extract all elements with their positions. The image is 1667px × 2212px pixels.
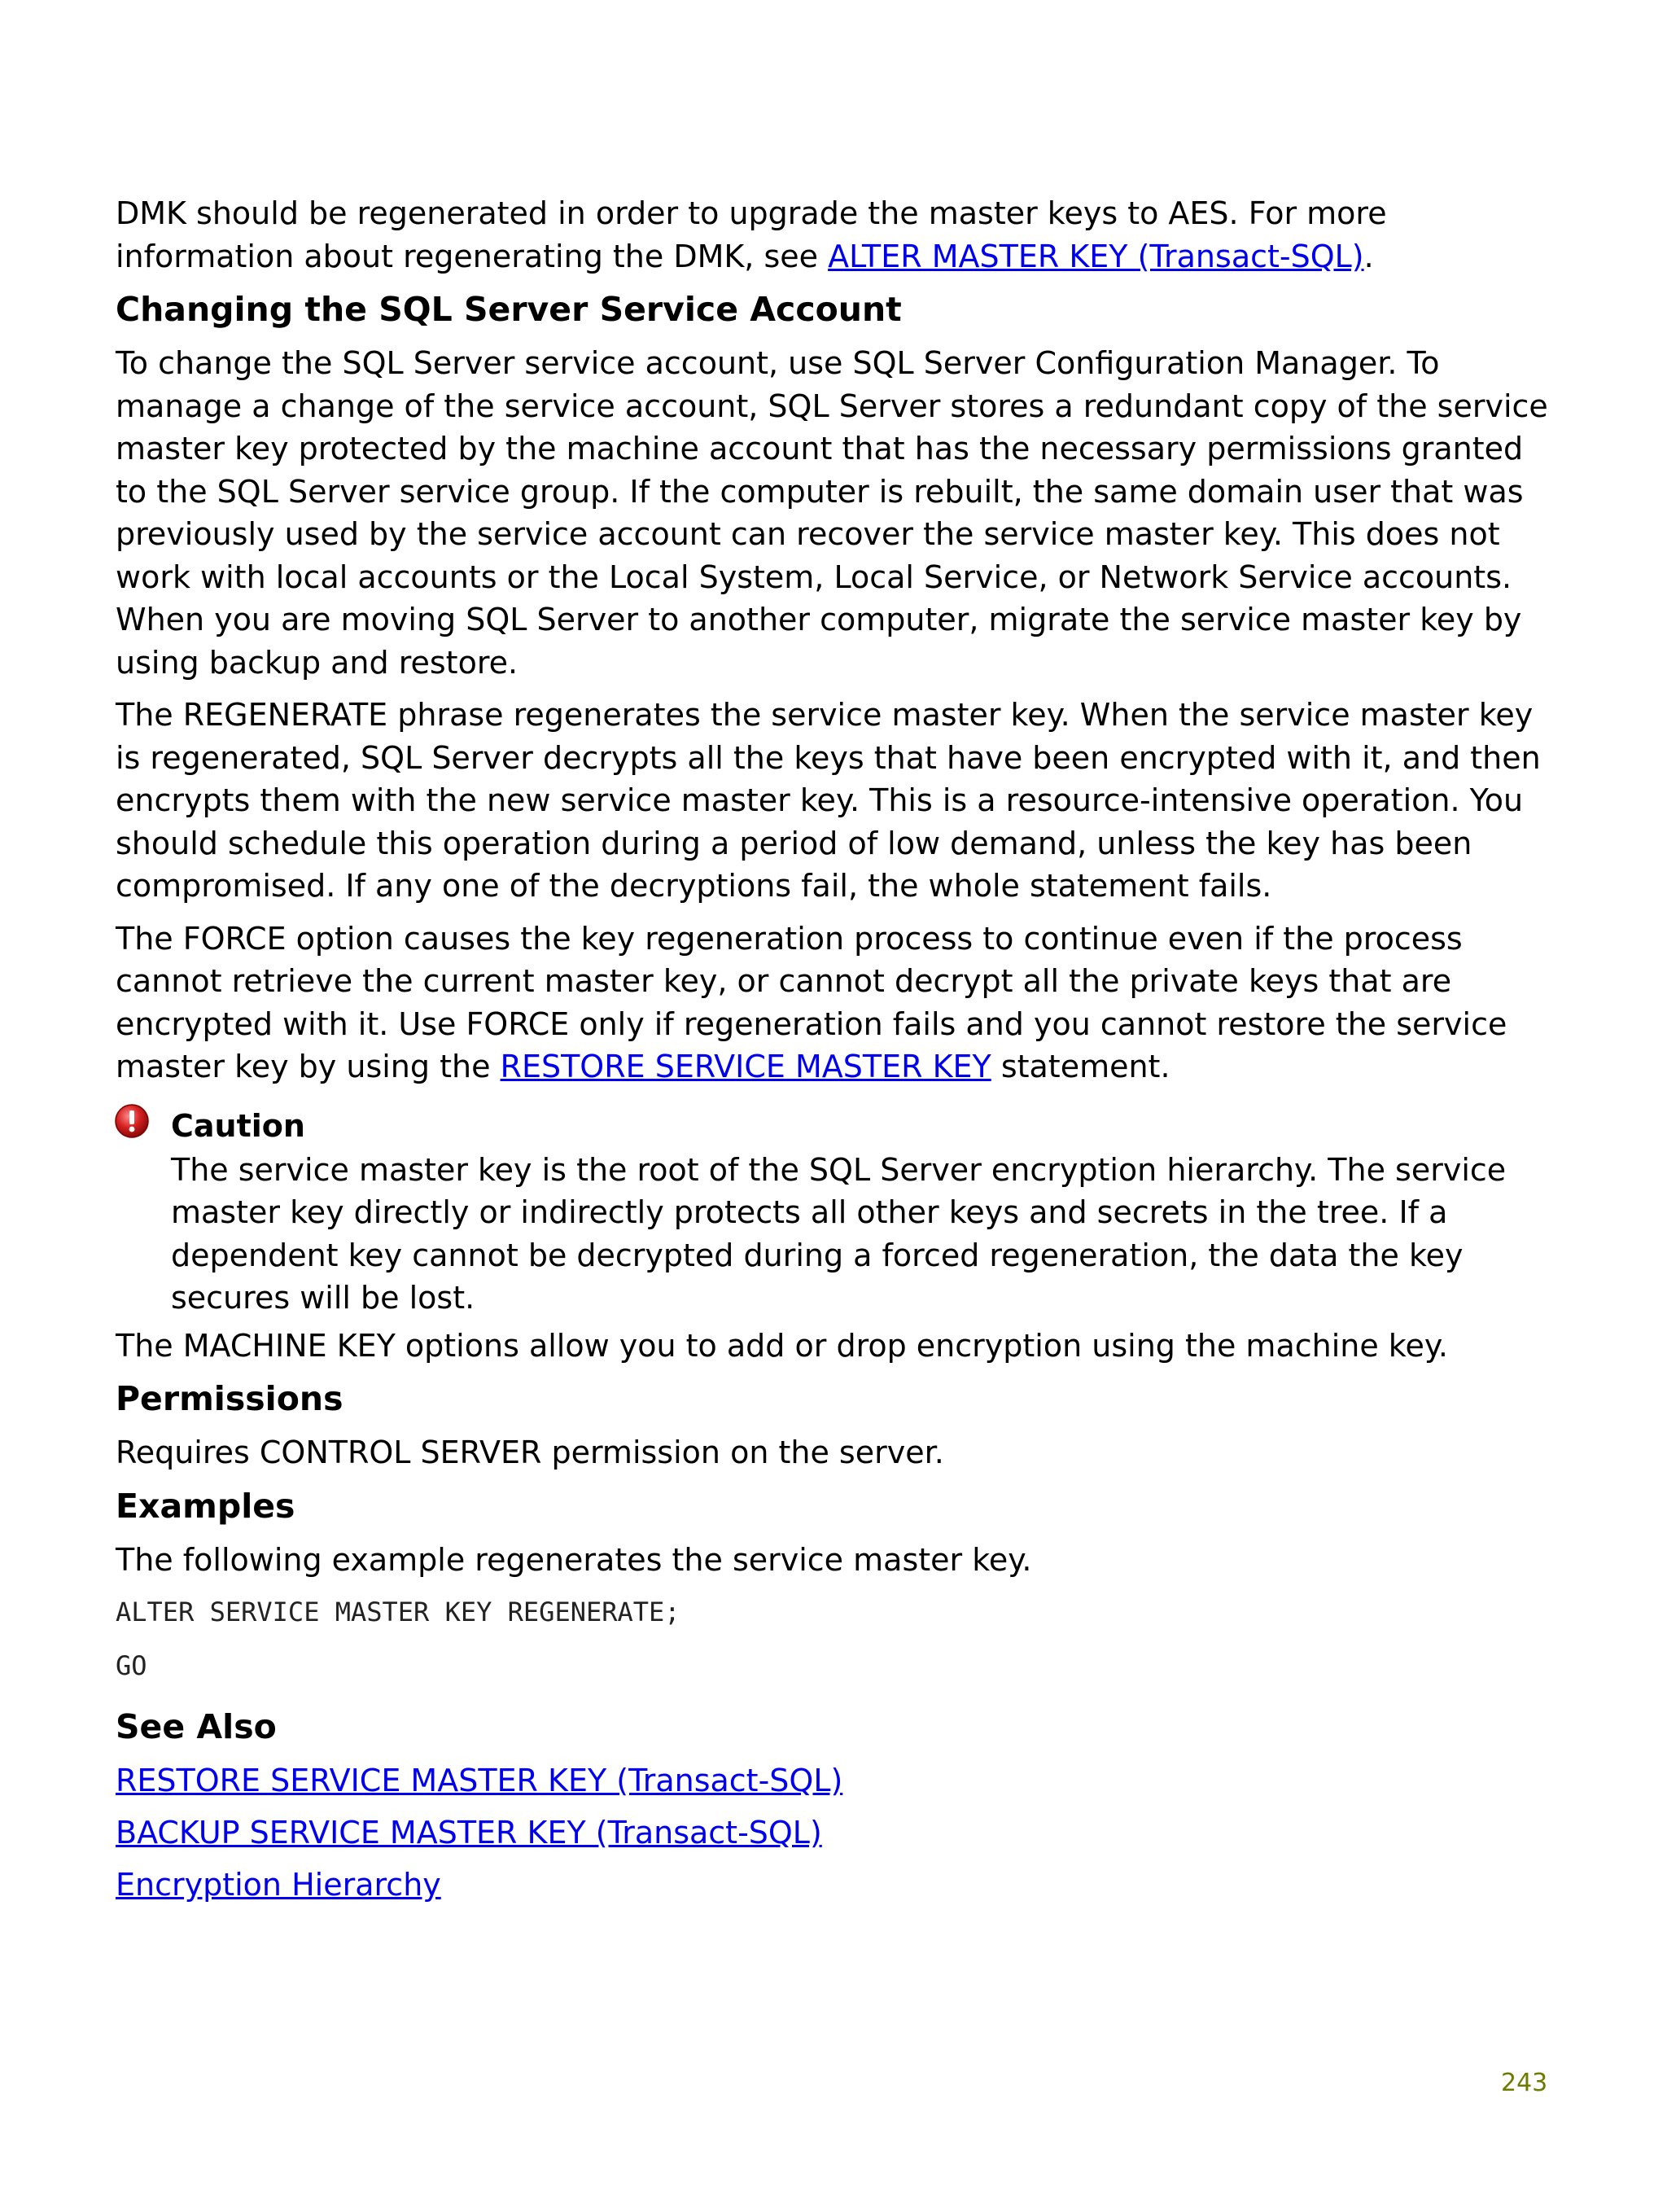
service-account-paragraph: To change the SQL Server service account, use SQL Server Configuration Manager. To manage a change of the service account, SQL Server stores a redundant copy of the service master key protected by the machine account that has the necessary permissions granted to the SQL Server service group. If the computer is rebuilt, the same domain user that was previously used by the service account can recover the service master key. This does not work with local accounts or the Local System, Local Service, or Network Service accounts. When you are moving SQL Server to another computer, migrate the service master key by using backup and restore.	[116, 345, 1548, 681]
caution-title: Caution	[171, 1107, 305, 1144]
examples-text: The following example regenerates the service master key.	[116, 1541, 1032, 1578]
code-line: GO	[116, 1650, 147, 1681]
document-page	[116, 192, 1548, 1916]
intro-text: DMK should be regenerated in order to upgrade the master keys to AES. For more information about regenerating the DMK, see	[116, 195, 1387, 274]
force-end: statement.	[991, 1049, 1170, 1084]
section-heading-permissions: Permissions	[116, 1379, 343, 1418]
section-heading-examples: Examples	[116, 1486, 295, 1526]
restore-service-master-key-link[interactable]: RESTORE SERVICE MASTER KEY	[500, 1049, 991, 1084]
see-also-restore-link[interactable]: RESTORE SERVICE MASTER KEY (Transact-SQL)	[116, 1763, 843, 1798]
caution-note	[116, 1103, 1548, 1320]
section-heading-see-also: See Also	[116, 1707, 277, 1746]
page-number: 243	[1501, 2069, 1548, 2097]
regenerate-paragraph: The REGENERATE phrase regenerates the service master key. When the service master key is regenerated, SQL Server decrypts all the keys that have been encrypted with it, and then encrypts them with the new service master key. This is a resource-intensive operation. You should schedule this operation during a period of low demand, unless the key has been compromised. If any one of the decryptions fail, the whole statement fails.	[116, 697, 1541, 904]
force-paragraph	[116, 918, 1548, 1088]
code-sample	[116, 1596, 1548, 1682]
caution-body: The service master key is the root of the SQL Server encryption hierarchy. The service master key directly or indirectly protects all other keys and secrets in the tree. If a dependent key cannot be decrypted during a forced regeneration, the data the key secures will be lost.	[171, 1151, 1507, 1316]
machine-key-paragraph: The MACHINE KEY options allow you to add or drop encryption using the machine key.	[116, 1327, 1448, 1364]
see-also-encryption-hierarchy-link[interactable]: Encryption Hierarchy	[116, 1867, 441, 1903]
code-line: ALTER SERVICE MASTER KEY REGENERATE;	[116, 1597, 680, 1627]
see-also-backup-link[interactable]: BACKUP SERVICE MASTER KEY (Transact-SQL)	[116, 1815, 822, 1851]
intro-end: .	[1363, 238, 1374, 274]
force-text: The FORCE option causes the key regeneration process to continue even if the process cannot retrieve the current master key, or cannot decrypt all the private keys that are encrypted with it. Use FORCE only if regeneration fails and you cannot restore the service master key by using the	[116, 920, 1507, 1084]
permissions-text: Requires CONTROL SERVER permission on the server.	[116, 1435, 944, 1470]
alter-master-key-link[interactable]: ALTER MASTER KEY (Transact-SQL)	[828, 238, 1364, 274]
caution-icon	[114, 1103, 150, 1139]
section-heading-changing-service-account: Changing the SQL Server Service Account	[116, 290, 902, 329]
intro-paragraph	[116, 192, 1548, 278]
